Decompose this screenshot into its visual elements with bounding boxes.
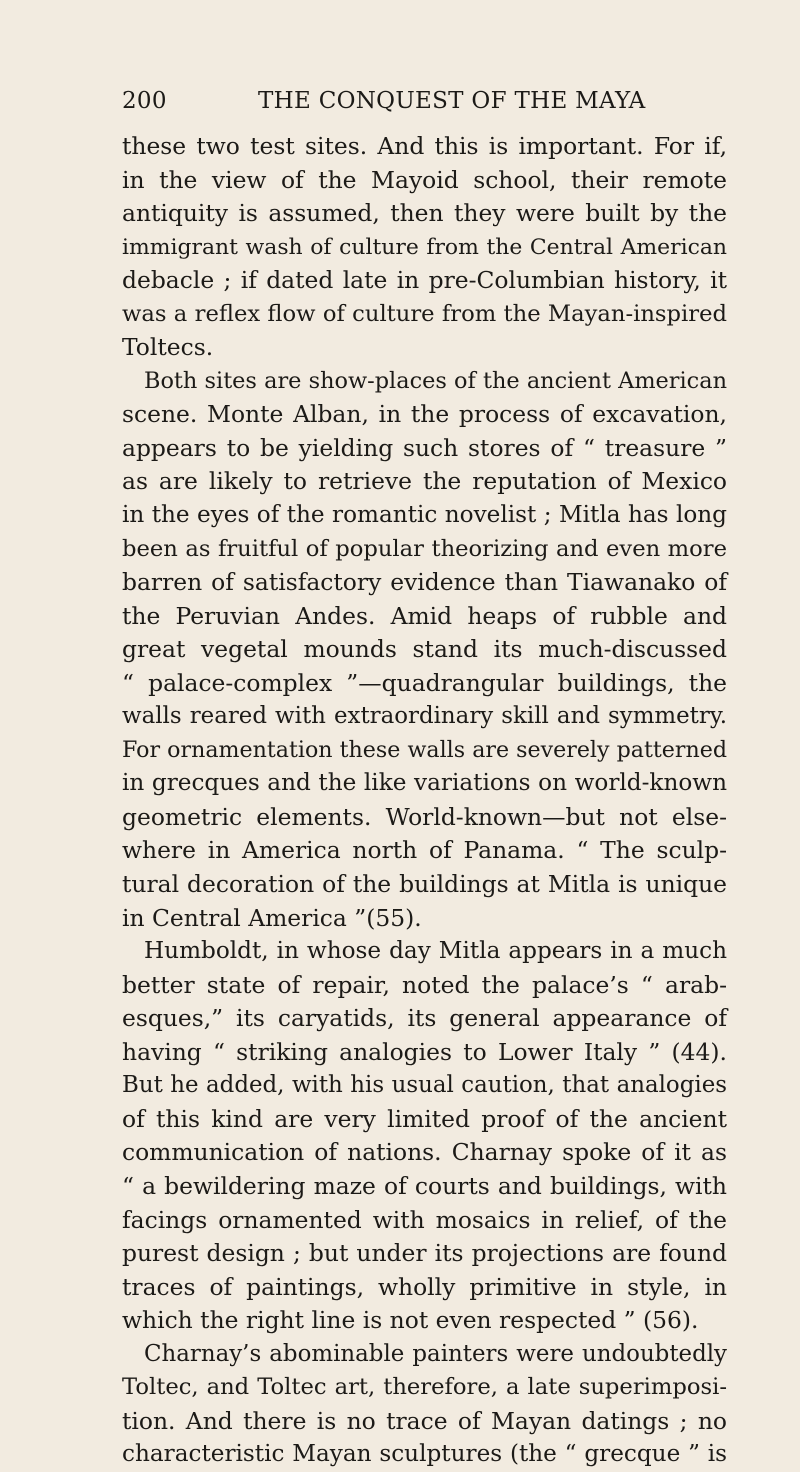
text-line: But he added, with his usual caution, that analogies xyxy=(122,1072,727,1099)
text-line: esques,” its caryatids, its general appearance of xyxy=(122,1004,727,1033)
text-line: traces of paintings, wholly primitive in style, in xyxy=(122,1272,727,1301)
text-line: characteristic Mayan sculptures (the “ grecque ” is xyxy=(122,1441,727,1468)
text-line: in the eyes of the romantic novelist ; Mitla has long xyxy=(122,502,727,529)
text-line: purest design ; but under its projections are found xyxy=(122,1239,727,1268)
text-line: of this kind are very limited proof of the ancient xyxy=(122,1104,727,1133)
text-line: facings ornamented with mosaics in relief, of the xyxy=(122,1205,727,1234)
text-line: the Peruvian Andes. Amid heaps of rubble and xyxy=(122,601,727,630)
text-line: “ a bewildering maze of courts and buildings, with xyxy=(122,1171,727,1200)
text-line: debacle ; if dated late in pre-Columbian history, it xyxy=(122,266,727,295)
text-line: communication of nations. Charnay spoke of it as xyxy=(122,1138,727,1167)
text-line: which the right line is not even respected ” (56). xyxy=(122,1306,699,1335)
text-line: For ornamentation these walls are severely patterned xyxy=(122,736,727,763)
body-text xyxy=(122,130,727,1472)
page-header xyxy=(122,88,722,118)
text-line: appears to be yielding such stores of “ treasure ” xyxy=(122,433,727,462)
text-line: where in America north of Panama. “ The sculp- xyxy=(122,836,727,865)
text-line: as are likely to retrieve the reputation of Mexico xyxy=(122,467,727,496)
text-line: in the view of the Mayoid school, their remote xyxy=(122,165,727,194)
text-line: Charnay’s abominable painters were undoubtedly xyxy=(144,1340,727,1367)
text-line: Toltec, and Toltec art, therefore, a late superimposi- xyxy=(122,1374,727,1401)
text-line: in Central America ”(55). xyxy=(122,903,422,932)
text-line: antiquity is assumed, then they were built by the xyxy=(122,199,727,228)
text-line: geometric elements. World-known—but not else- xyxy=(122,802,727,831)
text-line: these two test sites. And this is important. For if, xyxy=(122,132,727,160)
text-line: was a reflex flow of culture from the Mayan-inspired xyxy=(122,300,727,327)
page-number: 200 xyxy=(122,88,167,114)
text-line: barren of satisfactory evidence than Tiawanako of xyxy=(122,568,727,597)
text-line: “ palace-complex ”—quadrangular buildings, the xyxy=(122,668,727,697)
text-line: great vegetal mounds stand its much-discussed xyxy=(122,635,727,664)
text-line: Humboldt, in whose day Mitla appears in a much xyxy=(144,938,727,965)
text-line: walls reared with extraordinary skill and symmetry. xyxy=(122,703,727,730)
text-line: tion. And there is no trace of Mayan datings ; no xyxy=(122,1406,727,1435)
text-line: tural decoration of the buildings at Mitla is unique xyxy=(122,870,727,899)
text-line: Both sites are show-places of the ancient American xyxy=(144,367,727,394)
text-line: Toltecs. xyxy=(122,333,214,362)
text-line: having “ striking analogies to Lower Italy ” (44). xyxy=(122,1037,727,1066)
running-title: THE CONQUEST OF THE MAYA xyxy=(258,88,646,114)
text-line: immigrant wash of culture from the Central American xyxy=(122,234,727,260)
text-line: better state of repair, noted the palace’s “ arab- xyxy=(122,970,727,999)
text-line: scene. Monte Alban, in the process of excavation, xyxy=(122,400,727,429)
text-line: in grecques and the like variations on world-known xyxy=(122,770,727,797)
text-line: been as fruitful of popular theorizing and even more xyxy=(122,535,727,562)
